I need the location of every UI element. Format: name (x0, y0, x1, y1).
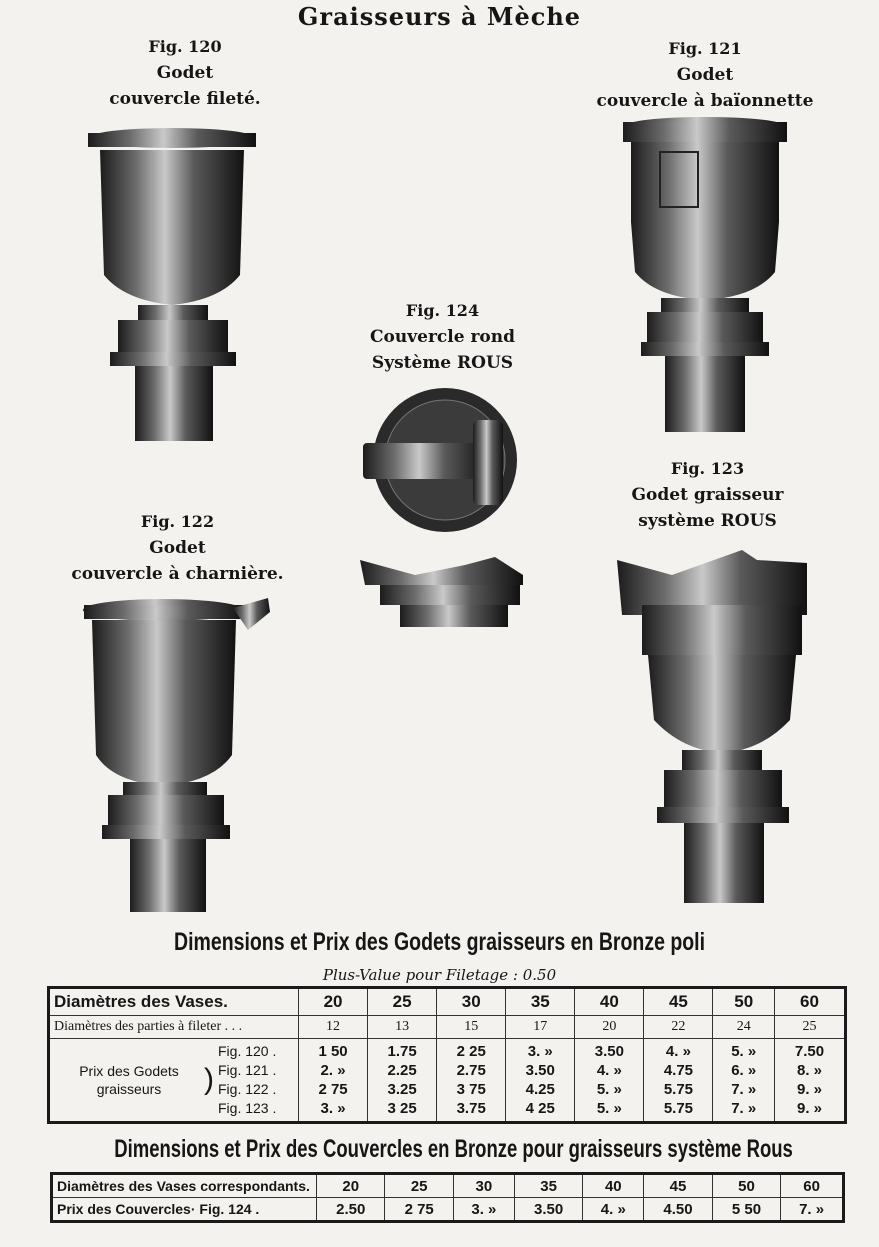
table-row-vases (52, 1174, 844, 1198)
cell: 25 (775, 1016, 846, 1039)
price-cell: 2. » (320, 1062, 346, 1079)
cell: 40 (575, 988, 644, 1016)
price-cell: 8. » (796, 1062, 823, 1079)
cell: 20 (575, 1016, 644, 1039)
price-cell: 2.25 (387, 1062, 417, 1079)
row-label: Prix des Couvercles· Fig. 124 . (57, 1201, 260, 1217)
price-cell: 3.75 (456, 1100, 486, 1117)
price-cell: 5. » (731, 1043, 757, 1060)
fig-120-illustration (80, 115, 270, 445)
fig-123-number: Fig. 123 (670, 459, 745, 478)
price-column (713, 1039, 775, 1123)
fig-124-illustration (355, 385, 535, 635)
fig-123-line2: système ROUS (638, 511, 777, 531)
fig-121-line2: couvercle à baïonnette (596, 91, 814, 111)
table-row-prices (52, 1198, 844, 1222)
fig-123-line1: Godet graisseur (631, 485, 784, 505)
cell: 30 (437, 988, 506, 1016)
table-row-prices (49, 1039, 846, 1123)
cell: 30 (453, 1174, 514, 1198)
price-cell: 2.75 (456, 1062, 486, 1079)
section2-heading: Dimensions et Prix des Couvercles en Bronze pour graisseurs système Rous (114, 1135, 793, 1163)
price-cell: 4. » (665, 1043, 691, 1060)
price-cell: 4.75 (663, 1062, 694, 1079)
fig-120-number: Fig. 120 (148, 37, 222, 56)
cell: 12 (299, 1016, 368, 1039)
cell: 20 (317, 1174, 385, 1198)
cell: 45 (644, 988, 713, 1016)
cell: 24 (713, 1016, 775, 1039)
table-row-threads (49, 1016, 846, 1039)
price-cell: 9. » (796, 1081, 823, 1098)
price-cell: 3 25 (387, 1100, 417, 1117)
fig-120-line1: Godet (156, 63, 214, 83)
price-label-cell: Prix des Godets graisseurs ) Fig. 120 . Fig. 121 . Fig. 122 . Fig. 123 . (49, 1039, 299, 1123)
couvercles-price-table (50, 1172, 845, 1223)
price-cell: 5.75 (663, 1081, 694, 1098)
cell: 35 (514, 1174, 582, 1198)
price-cell: 3.25 (387, 1081, 417, 1098)
price-cell: 9. » (796, 1100, 823, 1117)
fig-122-number: Fig. 122 (140, 512, 215, 531)
price-cell: 1 50 (318, 1043, 348, 1060)
section1-subheading: Plus-Value pour Filetage : 0.50 (322, 966, 557, 984)
cell: 4. » (583, 1198, 644, 1222)
price-column (575, 1039, 644, 1123)
fig-124-line1: Couvercle rond (370, 327, 515, 347)
fig-124-number: Fig. 124 (405, 301, 480, 320)
price-column (644, 1039, 713, 1123)
cell: 50 (712, 1174, 780, 1198)
fig-122-caption (40, 509, 315, 587)
fig-121-line1: Godet (676, 65, 734, 85)
fig-row-label: Fig. 122 . (218, 1081, 277, 1097)
row-label: Diamètres des Vases. (49, 988, 299, 1016)
price-label-2: graisseurs (96, 1081, 162, 1097)
price-cell: 7. » (731, 1100, 757, 1117)
cell: 7. » (781, 1198, 844, 1222)
godets-price-table (47, 986, 847, 1124)
cell: 17 (506, 1016, 575, 1039)
price-cell: 5.75 (663, 1100, 694, 1117)
price-cell: 1.75 (387, 1043, 417, 1060)
price-cell: 2 75 (318, 1081, 348, 1098)
cell: 3. » (453, 1198, 514, 1222)
cell: 20 (299, 988, 368, 1016)
fig-124-caption (330, 298, 555, 376)
fig-121-illustration (615, 112, 795, 437)
fig-122-illustration (78, 590, 278, 915)
price-column (506, 1039, 575, 1123)
cell: 15 (437, 1016, 506, 1039)
price-column (299, 1039, 368, 1123)
cell: 25 (385, 1174, 453, 1198)
cell: 50 (713, 988, 775, 1016)
fig-121-number: Fig. 121 (668, 39, 742, 58)
price-cell: 4.25 (525, 1081, 555, 1098)
cell: 2 75 (385, 1198, 453, 1222)
cell: 2.50 (317, 1198, 385, 1222)
price-cell: 6. » (731, 1062, 757, 1079)
fig-122-line1: Godet (149, 538, 206, 558)
price-column (437, 1039, 506, 1123)
price-cell: 3. » (527, 1043, 553, 1060)
price-cell: 3.50 (594, 1043, 624, 1060)
section1-heading: Dimensions et Prix des Godets graisseurs en Bronze poli (174, 928, 705, 956)
cell: 3.50 (514, 1198, 582, 1222)
row-label: Diamètres des parties à fileter . . . (49, 1016, 299, 1039)
price-column (368, 1039, 437, 1123)
cell: 13 (368, 1016, 437, 1039)
price-cell: 5. » (596, 1081, 622, 1098)
fig-122-line2: couvercle à charnière. (71, 564, 284, 584)
page-title: Graisseurs à Mèche (297, 2, 582, 31)
cell: 60 (781, 1174, 844, 1198)
fig-120-line2: couvercle fileté. (109, 89, 261, 109)
cell: 5 50 (712, 1198, 780, 1222)
fig-123-caption (595, 456, 820, 534)
fig-124-line2: Système ROUS (371, 353, 514, 373)
cell: 45 (644, 1174, 712, 1198)
table-row-vases (49, 988, 846, 1016)
price-cell: 2 25 (456, 1043, 486, 1060)
fig-row-label: Fig. 121 . (218, 1062, 277, 1078)
cell: 60 (775, 988, 846, 1016)
fig-123-illustration (612, 545, 812, 910)
fig-row-label: Fig. 123 . (218, 1100, 277, 1116)
fig-121-caption (560, 36, 850, 114)
cell: 25 (368, 988, 437, 1016)
price-cell: 3.50 (525, 1062, 555, 1079)
price-label-1: Prix des Godets (79, 1063, 179, 1079)
price-cell: 5. » (596, 1100, 622, 1117)
price-cell: 3. » (320, 1100, 346, 1117)
price-cell: 7.50 (794, 1043, 825, 1060)
cell: 4.50 (644, 1198, 712, 1222)
price-cell: 4. » (596, 1062, 622, 1079)
fig-row-label: Fig. 120 . (218, 1043, 277, 1059)
cell: 35 (506, 988, 575, 1016)
cell: 22 (644, 1016, 713, 1039)
fig-120-caption (60, 34, 310, 112)
price-cell: 4 25 (525, 1100, 555, 1117)
price-cell: 7. » (731, 1081, 757, 1098)
price-column (775, 1039, 846, 1123)
cell: 40 (583, 1174, 644, 1198)
price-cell: 3 75 (456, 1081, 486, 1098)
row-label: Diamètres des Vases correspondants. (52, 1174, 317, 1198)
